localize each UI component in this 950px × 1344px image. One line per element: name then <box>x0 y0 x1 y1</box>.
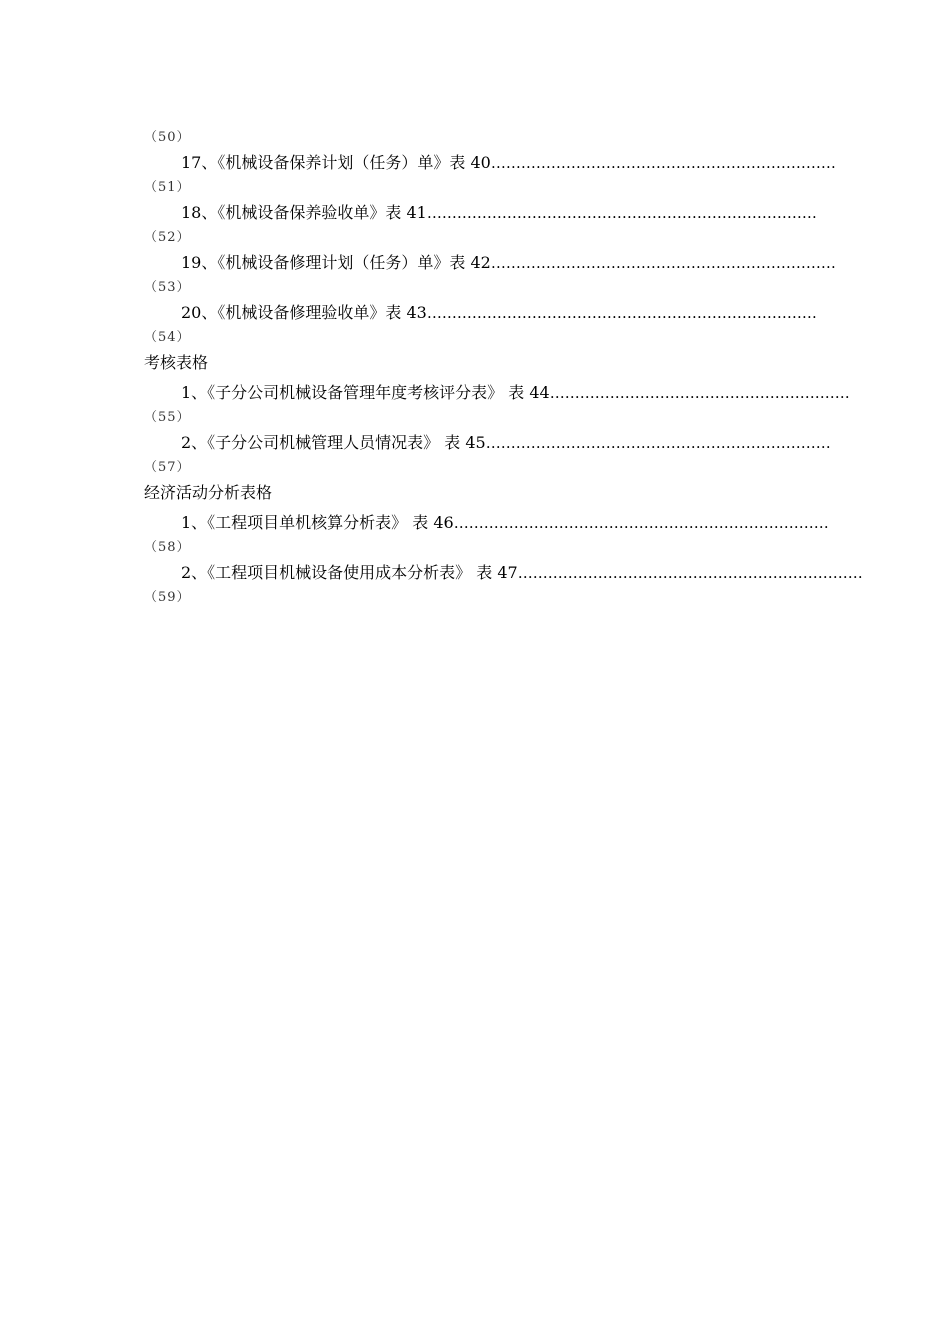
toc-entry-title: 17、《机械设备保养计划（任务）单》表 40 <box>181 153 491 172</box>
toc-entry[interactable] <box>144 298 817 327</box>
section-heading-assessment: 考核表格 <box>144 353 209 372</box>
toc-entry[interactable] <box>144 508 829 537</box>
toc-entry-title: 1、《工程项目单机核算分析表》 表 46 <box>181 513 454 532</box>
toc-entry[interactable] <box>144 558 863 587</box>
dot-leader: …………………………………………………………………… <box>426 204 817 222</box>
section-heading-economic: 经济活动分析表格 <box>144 483 273 502</box>
toc-entry[interactable] <box>144 378 850 407</box>
toc-entry-title: 1、《子分公司机械设备管理年度考核评分表》 表 44 <box>181 383 550 402</box>
dot-leader: ………………………………………………………………… <box>453 514 829 532</box>
page-number: （54） <box>144 330 191 345</box>
table-of-contents <box>144 127 863 608</box>
page-number: （53） <box>144 280 191 295</box>
dot-leader: …………………………………………………… <box>549 384 850 402</box>
dot-leader: …………………………………………………………… <box>485 434 831 452</box>
page-number: （51） <box>144 180 191 195</box>
dot-leader: …………………………………………………………… <box>490 254 836 272</box>
toc-entry-title: 2、《子分公司机械管理人员情况表》 表 45 <box>181 433 486 452</box>
page-number: （59） <box>144 590 191 605</box>
toc-entry-title: 20、《机械设备修理验收单》表 43 <box>181 303 427 322</box>
page-number: （58） <box>144 540 191 555</box>
toc-entry-title: 2、《工程项目机械设备使用成本分析表》 表 47 <box>181 563 518 582</box>
page-number: （55） <box>144 410 191 425</box>
dot-leader: …………………………………………………………………… <box>426 304 817 322</box>
toc-entry[interactable] <box>144 148 836 177</box>
page-number: （52） <box>144 230 191 245</box>
toc-entry[interactable] <box>144 428 831 457</box>
page-number: （50） <box>144 130 191 145</box>
toc-entry[interactable] <box>144 248 836 277</box>
dot-leader: …………………………………………………………… <box>517 564 863 582</box>
page-number: （57） <box>144 460 191 475</box>
toc-entry[interactable] <box>144 198 817 227</box>
dot-leader: …………………………………………………………… <box>490 154 836 172</box>
toc-entry-title: 18、《机械设备保养验收单》表 41 <box>181 203 427 222</box>
toc-entry-title: 19、《机械设备修理计划（任务）单》表 42 <box>181 253 491 272</box>
